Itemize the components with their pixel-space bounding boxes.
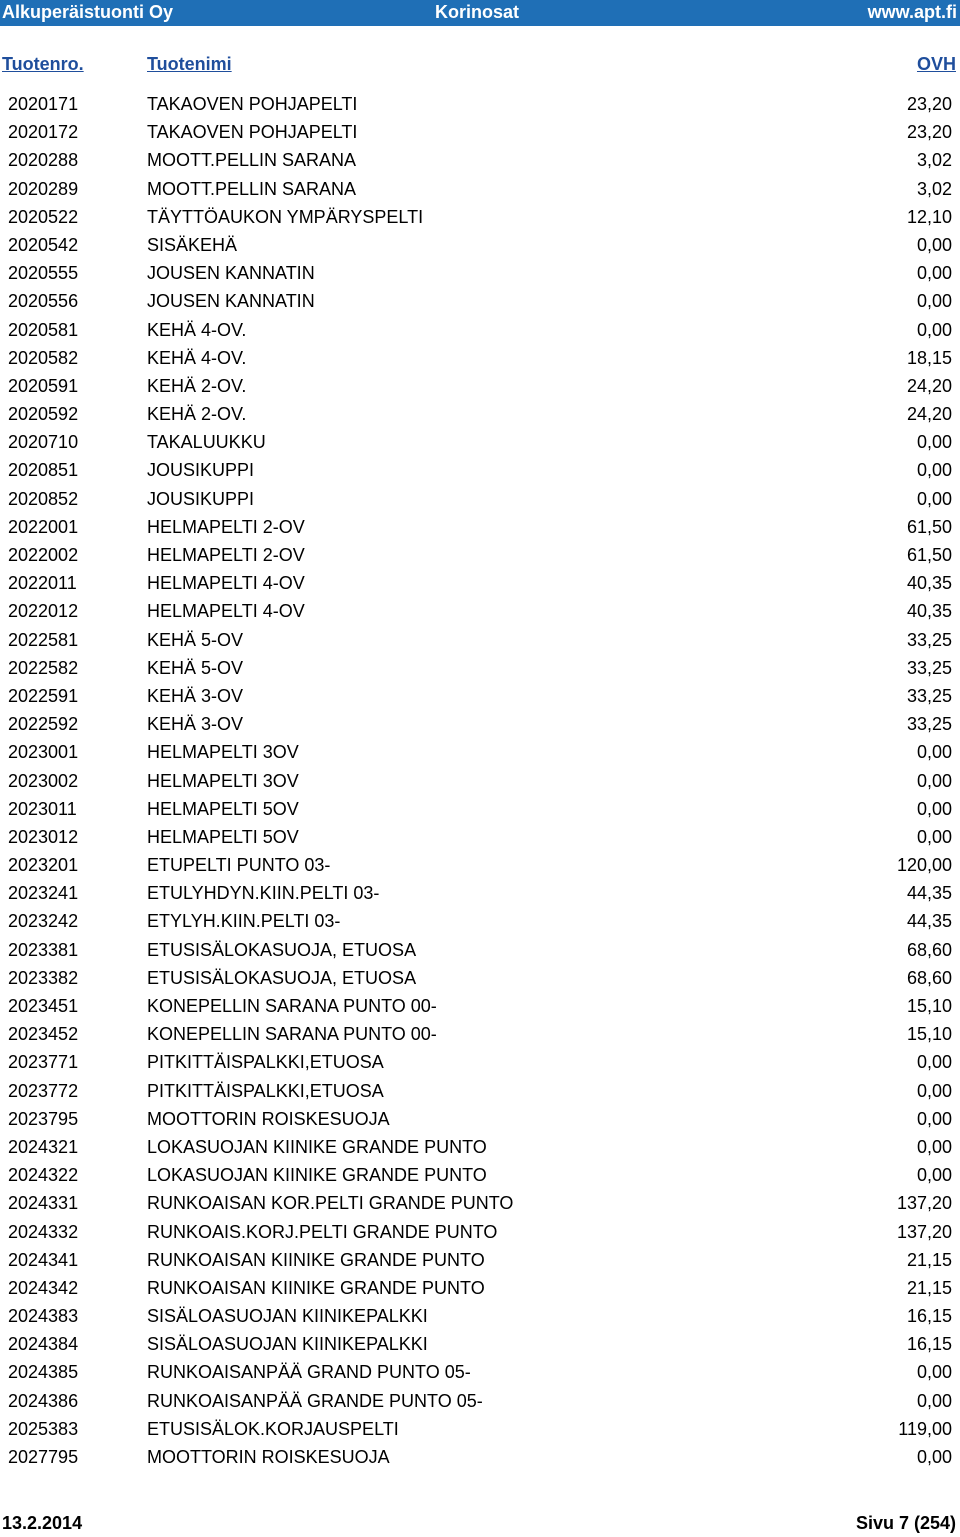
product-number: 2022001 [8, 516, 79, 537]
table-row [0, 1133, 960, 1161]
product-name: ETUPELTI PUNTO 03- [147, 855, 331, 876]
product-name: JOUSEN KANNATIN [147, 291, 315, 312]
product-name: HELMAPELTI 4-OV [147, 573, 305, 594]
product-number: 2023012 [8, 826, 79, 847]
table-row [0, 1105, 960, 1133]
product-name: HELMAPELTI 2-OV [147, 545, 305, 565]
table-row [0, 936, 960, 964]
product-number: 2020556 [8, 291, 79, 312]
product-number: 2024331 [8, 1193, 79, 1214]
table-row [0, 456, 960, 484]
product-number: 2023201 [8, 855, 79, 876]
product-number: 2022012 [8, 601, 79, 622]
print-date: 13.2.2014 [2, 1513, 83, 1533]
product-price: 61,50 [906, 516, 952, 537]
product-name: HELMAPELTI 5OV [147, 826, 299, 847]
product-name: ETYLYH.KIIN.PELTI 03- [147, 911, 341, 932]
table-row [0, 879, 960, 907]
product-price: 0,00 [916, 234, 952, 255]
product-name: TAKAOVEN POHJAPELTI [147, 122, 358, 143]
table-row [0, 90, 960, 118]
product-name: KEHÄ 4-OV. [147, 347, 247, 368]
product-name: TÄYTTÖAUKON YMPÄRYSPELTI [147, 206, 424, 227]
product-price: 0,00 [916, 1362, 952, 1383]
product-price: 40,35 [906, 573, 952, 594]
product-price: 0,00 [916, 742, 952, 763]
product-price: 40,35 [906, 601, 952, 622]
product-name: RUNKOAISAN KIINIKE GRANDE PUNTO [147, 1249, 485, 1270]
product-price: 24,20 [906, 404, 952, 425]
page-number: Sivu 7 (254) [855, 1513, 956, 1533]
product-name: HELMAPELTI 3OV [147, 770, 299, 791]
product-name: ETUSISÄLOKASUOJA, ETUOSA [147, 939, 417, 960]
product-price: 0,00 [916, 432, 952, 453]
product-number: 2027795 [8, 1447, 79, 1467]
table-row [0, 259, 960, 287]
table-row [0, 1077, 960, 1105]
product-price: 0,00 [916, 291, 952, 312]
product-price: 16,15 [906, 1306, 952, 1327]
product-name: HELMAPELTI 4-OV [147, 601, 305, 622]
product-name: MOOTT.PELLIN SARANA [147, 150, 357, 171]
table-row [0, 1246, 960, 1274]
product-number: 2020171 [8, 94, 79, 114]
product-name: SISÄLOASUOJAN KIINIKEPALKKI [147, 1334, 428, 1355]
table-row [0, 964, 960, 992]
table-row [0, 682, 960, 710]
table-row [0, 344, 960, 372]
product-price: 68,60 [906, 939, 952, 960]
product-number: 2020172 [8, 122, 79, 143]
product-price: 12,10 [906, 206, 952, 227]
product-name: TAKALUUKKU [147, 432, 266, 453]
table-row [0, 738, 960, 766]
product-number: 2023002 [8, 770, 79, 791]
table-row [0, 287, 960, 315]
table-row [0, 485, 960, 513]
table-row [0, 203, 960, 231]
product-price: 0,00 [916, 1052, 952, 1073]
product-price: 44,35 [906, 911, 952, 932]
product-name: PITKITTÄISPALKKI,ETUOSA [147, 1080, 384, 1101]
product-number: 2022581 [8, 629, 79, 650]
table-row [0, 231, 960, 259]
table-row [0, 1302, 960, 1330]
product-name: SISÄLOASUOJAN KIINIKEPALKKI [147, 1306, 428, 1327]
product-number: 2025383 [8, 1418, 79, 1439]
column-header-price: OVH [916, 54, 956, 74]
product-number: 2022011 [8, 573, 77, 594]
product-price: 33,25 [906, 685, 952, 706]
product-price: 21,15 [906, 1249, 952, 1270]
product-number: 2020591 [8, 375, 79, 396]
product-number: 2020582 [8, 347, 79, 368]
page-header [0, 0, 960, 26]
table-row [0, 1161, 960, 1189]
product-name: TAKAOVEN POHJAPELTI [147, 94, 358, 114]
product-number: 2020522 [8, 206, 79, 227]
product-name: SISÄKEHÄ [147, 234, 238, 255]
table-row [0, 710, 960, 738]
table-row [0, 907, 960, 935]
product-price: 15,10 [906, 1024, 952, 1045]
product-price: 0,00 [916, 488, 952, 509]
product-name: MOOTT.PELLIN SARANA [147, 178, 357, 199]
product-number: 2023011 [8, 798, 77, 819]
product-price: 137,20 [896, 1221, 952, 1242]
table-row [0, 175, 960, 203]
table-row [0, 1443, 960, 1471]
product-name: LOKASUOJAN KIINIKE GRANDE PUNTO [147, 1165, 487, 1186]
product-number: 2023452 [8, 1024, 79, 1045]
product-number: 2020288 [8, 150, 79, 171]
table-row [0, 428, 960, 456]
product-name: ETUSISÄLOK.KORJAUSPELTI [147, 1418, 399, 1439]
product-number: 2023382 [8, 967, 79, 988]
product-number: 2023795 [8, 1108, 79, 1129]
product-name: JOUSIKUPPI [147, 460, 255, 481]
product-price: 68,60 [906, 967, 952, 988]
table-row [0, 992, 960, 1020]
product-price: 3,02 [916, 178, 952, 199]
product-name: KEHÄ 2-OV. [147, 375, 247, 396]
catalog-title: Korinosat [435, 2, 520, 22]
product-price: 0,00 [916, 1108, 952, 1129]
product-number: 2023772 [8, 1080, 79, 1101]
product-name: RUNKOAISAN KIINIKE GRANDE PUNTO [147, 1277, 485, 1298]
product-name: PITKITTÄISPALKKI,ETUOSA [147, 1052, 384, 1073]
table-row [0, 626, 960, 654]
product-price: 0,00 [916, 263, 952, 284]
product-name: RUNKOAIS.KORJ.PELTI GRANDE PUNTO [147, 1221, 498, 1242]
page-footer [0, 1513, 960, 1535]
table-row [0, 654, 960, 682]
table-row [0, 541, 960, 569]
table-row [0, 1415, 960, 1443]
product-name: HELMAPELTI 3OV [147, 742, 299, 763]
table-row [0, 851, 960, 879]
website-link[interactable]: www.apt.fi [867, 2, 957, 22]
table-row [0, 823, 960, 851]
product-number: 2023451 [8, 996, 79, 1016]
product-number: 2020592 [8, 404, 79, 425]
product-number: 2022002 [8, 545, 79, 565]
product-number: 2020710 [8, 432, 79, 453]
table-row [0, 767, 960, 795]
product-number: 2024321 [8, 1136, 79, 1157]
table-row [0, 597, 960, 625]
product-number: 2024332 [8, 1221, 79, 1242]
product-name: KEHÄ 3-OV [147, 714, 244, 735]
product-number: 2024384 [8, 1334, 79, 1355]
product-price: 15,10 [906, 996, 952, 1016]
product-name: LOKASUOJAN KIINIKE GRANDE PUNTO [147, 1136, 487, 1157]
product-number: 2020542 [8, 234, 79, 255]
product-price: 0,00 [916, 1080, 952, 1101]
product-number: 2022591 [8, 685, 79, 706]
product-name: KEHÄ 5-OV [147, 657, 244, 678]
product-number: 2023242 [8, 911, 79, 932]
product-name: HELMAPELTI 5OV [147, 798, 299, 819]
table-row [0, 118, 960, 146]
product-price: 33,25 [906, 629, 952, 650]
column-header-name: Tuotenimi [147, 54, 232, 74]
product-name: MOOTTORIN ROISKESUOJA [147, 1447, 390, 1467]
product-number: 2024386 [8, 1390, 79, 1411]
table-row [0, 316, 960, 344]
table-row [0, 1218, 960, 1246]
product-price: 0,00 [916, 1390, 952, 1411]
product-name: KEHÄ 2-OV. [147, 404, 247, 425]
product-number: 2024383 [8, 1306, 79, 1327]
table-row [0, 1358, 960, 1386]
product-price: 16,15 [906, 1334, 952, 1355]
product-number: 2023771 [8, 1052, 79, 1073]
product-name: HELMAPELTI 2-OV [147, 516, 305, 537]
product-price: 137,20 [896, 1193, 952, 1214]
table-row [0, 1330, 960, 1358]
product-price: 44,35 [906, 883, 952, 904]
product-name: KEHÄ 5-OV [147, 629, 244, 650]
table-row [0, 513, 960, 541]
product-name: KEHÄ 4-OV. [147, 319, 247, 340]
table-row [0, 372, 960, 400]
column-headers [0, 54, 960, 78]
product-price: 0,00 [916, 1136, 952, 1157]
product-table [0, 90, 960, 1471]
product-name: ETUSISÄLOKASUOJA, ETUOSA [147, 967, 417, 988]
product-price: 24,20 [906, 375, 952, 396]
product-price: 0,00 [916, 1447, 952, 1467]
product-price: 0,00 [916, 319, 952, 340]
table-row [0, 1020, 960, 1048]
product-name: KONEPELLIN SARANA PUNTO 00- [147, 1024, 437, 1045]
product-number: 2020852 [8, 488, 79, 509]
product-name: JOUSIKUPPI [147, 488, 255, 509]
product-price: 61,50 [906, 545, 952, 565]
product-number: 2024322 [8, 1165, 79, 1186]
product-number: 2020851 [8, 460, 79, 481]
product-price: 119,00 [898, 1418, 952, 1439]
product-number: 2022582 [8, 657, 79, 678]
product-name: JOUSEN KANNATIN [147, 263, 315, 284]
product-price: 0,00 [916, 460, 952, 481]
column-header-number: Tuotenro. [2, 54, 84, 74]
product-price: 33,25 [906, 714, 952, 735]
product-number: 2023241 [8, 883, 79, 904]
product-price: 23,20 [906, 94, 952, 114]
product-number: 2020581 [8, 319, 79, 340]
table-row [0, 1274, 960, 1302]
table-row [0, 146, 960, 174]
product-price: 0,00 [916, 798, 952, 819]
product-name: MOOTTORIN ROISKESUOJA [147, 1108, 390, 1129]
product-number: 2023001 [8, 742, 79, 763]
table-row [0, 1387, 960, 1415]
product-price: 18,15 [906, 347, 952, 368]
table-row [0, 1048, 960, 1076]
product-price: 21,15 [906, 1277, 952, 1298]
table-row [0, 795, 960, 823]
product-price: 0,00 [916, 826, 952, 847]
product-name: KEHÄ 3-OV [147, 685, 244, 706]
product-price: 23,20 [906, 122, 952, 143]
product-name: KONEPELLIN SARANA PUNTO 00- [147, 996, 437, 1016]
product-price: 0,00 [916, 1165, 952, 1186]
table-row [0, 400, 960, 428]
product-number: 2024341 [8, 1249, 79, 1270]
product-price: 3,02 [916, 150, 952, 171]
product-number: 2024342 [8, 1277, 79, 1298]
product-number: 2023381 [8, 939, 79, 960]
product-number: 2020555 [8, 263, 79, 284]
table-row [0, 1189, 960, 1217]
product-name: RUNKOAISANPÄÄ GRANDE PUNTO 05- [147, 1390, 483, 1411]
product-price: 0,00 [916, 770, 952, 791]
product-number: 2024385 [8, 1362, 79, 1383]
product-price: 33,25 [906, 657, 952, 678]
product-name: ETULYHDYN.KIIN.PELTI 03- [147, 883, 380, 904]
product-number: 2020289 [8, 178, 79, 199]
product-price: 120,00 [896, 855, 952, 876]
table-row [0, 569, 960, 597]
company-name: Alkuperäistuonti Oy [2, 2, 174, 22]
product-name: RUNKOAISAN KOR.PELTI GRANDE PUNTO [147, 1193, 514, 1214]
product-number: 2022592 [8, 714, 79, 735]
product-name: RUNKOAISANPÄÄ GRAND PUNTO 05- [147, 1362, 471, 1383]
